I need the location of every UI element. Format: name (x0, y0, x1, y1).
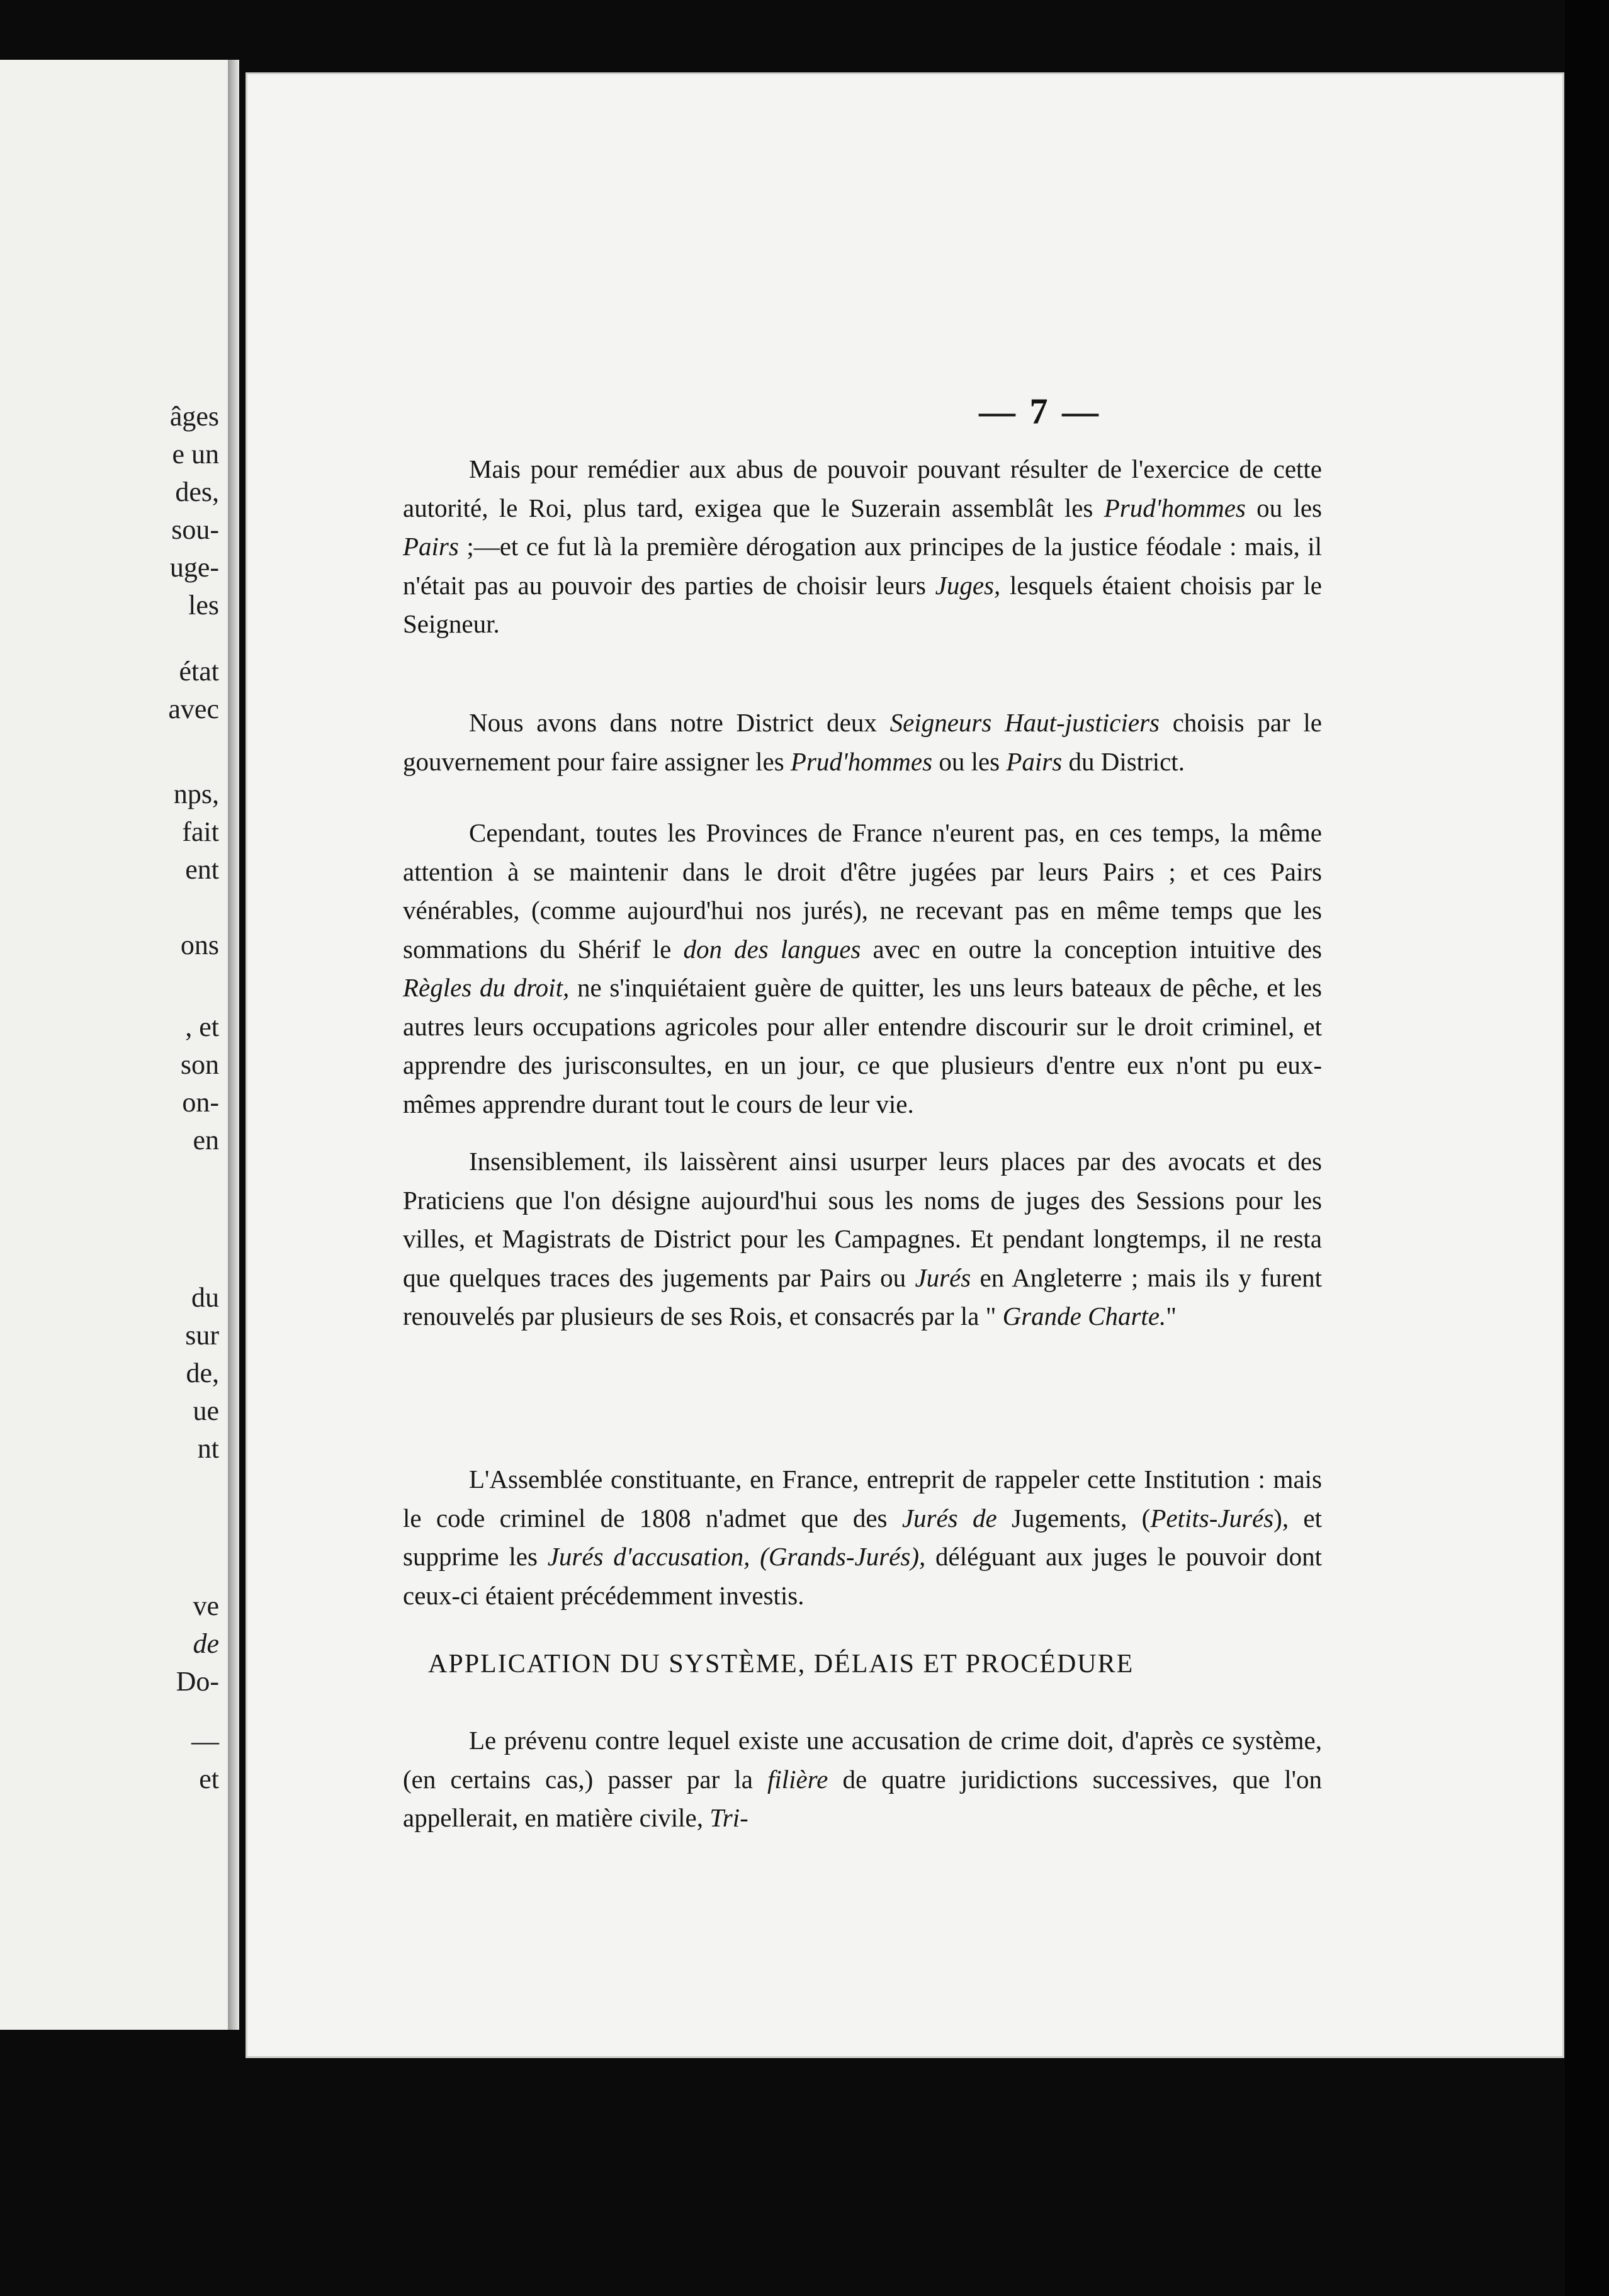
italic-run: Jurés de (901, 1503, 997, 1533)
italic-run: Règles du droit, (403, 973, 570, 1002)
text-run: ou les (1245, 493, 1323, 522)
previous-page-line: on- (182, 1087, 219, 1118)
previous-page-line: ons (180, 930, 219, 960)
paragraph-2 (403, 704, 1322, 781)
previous-page-line: ent (185, 854, 219, 885)
previous-page-line: du (191, 1282, 219, 1313)
previous-page-line: , et (185, 1011, 219, 1042)
italic-run: Seigneurs Haut-justiciers (889, 708, 1160, 737)
previous-page-line: âges (169, 401, 219, 432)
current-page (246, 72, 1564, 2058)
page-number: — 7 — (979, 391, 1101, 432)
italic-run: Pairs (403, 532, 459, 561)
text-run: Cependant, toutes les Provinces de France n'eurent pas, en ces temps, la même attention à se maintenir dans le droit d'être jugées par leurs Pairs ; et ces Pairs vénérables, (comme aujourd'hui nos jurés), ne recevant pas en même temps que les sommations du Shérif le (403, 818, 1322, 964)
text-run: ou les (932, 746, 1007, 776)
previous-page-line: — (191, 1726, 219, 1757)
text-run: lesquels étaient choisis par le Seigneur. (403, 570, 1322, 638)
text-run: ne s'inquiétaient guère de quitter, les uns leurs bateaux de pêche, et les autres leurs occupations agricoles pour aller entendre discourir sur le droit criminel, et apprendre des jurisconsultes, en un jour, ce que plusieurs d'entre eux n'ont pu eux-mêmes apprendre durant tout le cours de leur vie. (403, 973, 1322, 1118)
text-run: Nous avons dans notre District deux (469, 708, 890, 737)
page-gutter (228, 60, 239, 2030)
italic-run: Jurés (915, 1263, 971, 1292)
previous-page-line: état (179, 656, 219, 687)
text-run: ;—et ce fut là la première dérogation aux principes de la justice féodale : mais, il n'était pas au pouvoir des parties de choisir leurs (403, 532, 1322, 600)
text-run: Mais pour remédier aux abus de pouvoir pouvant résulter de l'exercice de cette autorité, le Roi, plus tard, exigea que le Suzerain assemblât les (403, 454, 1322, 522)
italic-run: Pairs (1006, 746, 1063, 776)
previous-page-line: Do- (176, 1666, 219, 1697)
paragraph-5 (403, 1460, 1322, 1615)
scan-border (1565, 0, 1609, 2296)
previous-page-line: nps, (173, 779, 219, 809)
previous-page-line: ve (193, 1590, 219, 1621)
text-run: Le prévenu contre lequel existe une accusation de crime doit, d'après ce système, (en certains cas,) passer par la (403, 1726, 1322, 1794)
italic-run: Tri- (709, 1803, 748, 1832)
previous-page-line: avec (168, 694, 219, 724)
italic-run: don des langues (683, 934, 861, 964)
text-run: " (1166, 1302, 1177, 1331)
text-run: Jugements, ( (996, 1503, 1151, 1533)
text-run: du District. (1062, 746, 1185, 776)
paragraph-4 (403, 1142, 1322, 1336)
text-run: de quatre juridictions successives, que l'on appellerait, en matière civile, (403, 1764, 1322, 1832)
text-run: avec en outre la conception intuitive des (861, 934, 1322, 964)
paragraph-final (403, 1721, 1322, 1838)
previous-page-line: les (188, 590, 219, 621)
previous-page-line: sur (185, 1320, 219, 1351)
previous-page-line: ue (193, 1395, 219, 1426)
previous-page-line: uge- (169, 552, 219, 583)
previous-page-line: des, (175, 476, 219, 507)
italic-run: Prud'hommes (790, 746, 933, 776)
section-heading: APPLICATION DU SYSTÈME, DÉLAIS ET PROCÉDURE (428, 1650, 1134, 1679)
text-run: Insensiblement, ils laissèrent ainsi usurper leurs places par des avocats et des Praticiens que l'on désigne aujourd'hui sous les noms de juges des Sessions pour les villes, et Magistrats de District pour les Campagnes. Et pendant longtemps, il ne resta que quelques traces des jugements par Pairs ou (403, 1147, 1322, 1292)
italic-run: Petits-Jurés (1150, 1503, 1274, 1533)
previous-page-line: e un (172, 439, 219, 470)
text-run: ), et supprime les (403, 1503, 1322, 1571)
text-run: L'Assemblée constituante, en France, entreprit de rappeler cette Institution : mais le code criminel de 1808 n'admet que des (403, 1465, 1322, 1533)
previous-page-line: de, (186, 1358, 219, 1388)
italic-run: Prud'hommes (1104, 493, 1246, 522)
previous-page-line: fait (182, 816, 219, 847)
previous-page-line: son (180, 1049, 219, 1080)
previous-page-line: de (193, 1628, 219, 1659)
previous-page-fragment (0, 60, 232, 2030)
text-run: en Angleterre ; mais ils y furent renouvelés par plusieurs de ses Rois, et consacrés par la " (403, 1263, 1323, 1331)
text-run: choisis par le gouvernement pour faire assigner les (403, 708, 1322, 776)
text-run: déléguant aux juges le pouvoir dont ceux-ci étaient précédemment investis. (403, 1542, 1322, 1610)
italic-run: Juges, (935, 570, 1001, 600)
italic-run: filière (767, 1764, 828, 1794)
italic-run: Grande Charte. (1002, 1302, 1166, 1331)
previous-page-line: et (199, 1764, 219, 1794)
paragraph-1 (403, 450, 1322, 644)
previous-page-line: nt (197, 1433, 219, 1464)
previous-page-line: en (193, 1125, 219, 1156)
italic-run: Jurés d'accusation, (Grands-Jurés), (547, 1542, 926, 1571)
paragraph-3 (403, 814, 1322, 1123)
previous-page-line: sou- (171, 514, 219, 545)
